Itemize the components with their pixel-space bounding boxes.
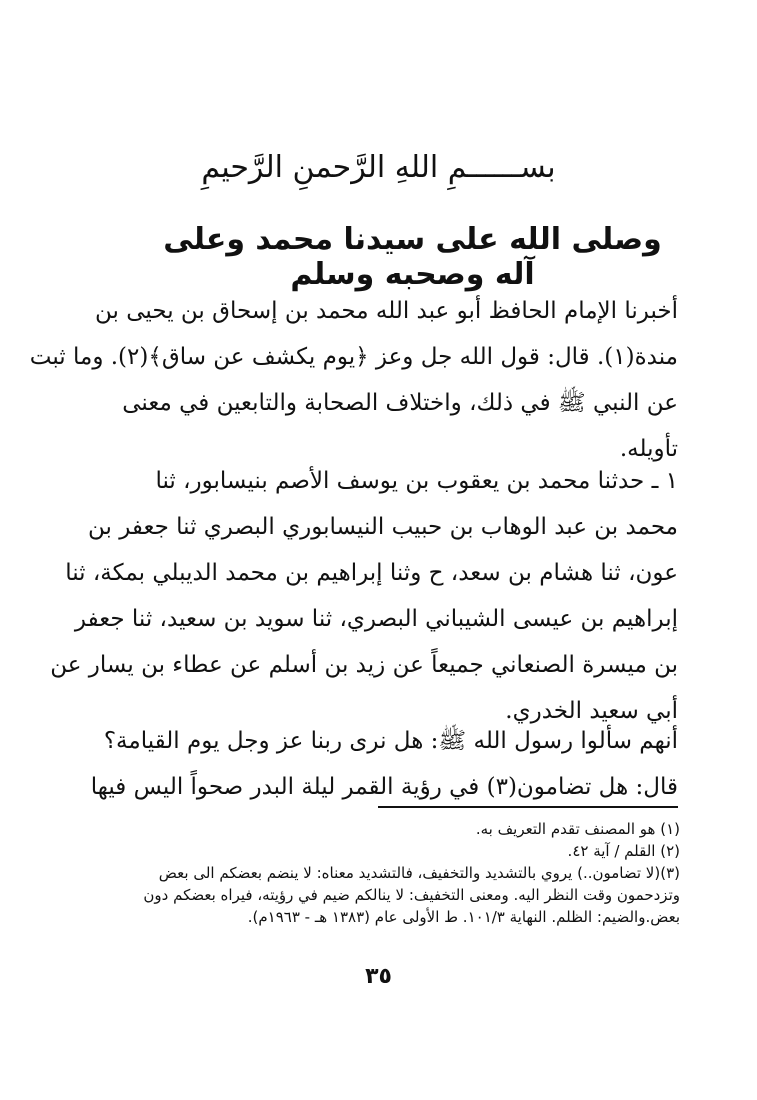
- text-line: بن ميسرة الصنعاني جميعاً عن زيد بن أسلم عن عطاء بن يسار عن: [50, 652, 678, 678]
- paragraph-intro: [29, 288, 678, 472]
- footnote-divider: [378, 806, 678, 808]
- text-line: عون، ثنا هشام بن سعد، ح وثنا إبراهيم بن محمد الديبلي بمكة، ثنا: [65, 560, 678, 586]
- text-line: مندة(١). قال: قول الله جل وعز ﴿يوم يكشف عن ساق﴾(٢). وما ثبت: [29, 344, 678, 370]
- footnote-line: (٢) القلم / آية ٤٢.: [567, 842, 680, 860]
- salutation-heading: وصلى الله على سيدنا محمد وعلى آله وصحبه وسلم: [163, 222, 662, 292]
- basmala-heading: بســــــمِ اللهِ الرَّحمنِ الرَّحيمِ: [201, 150, 556, 185]
- footnote-line: بعض.والضيم: الظلم. النهاية ١٠١/٣. ط الأولى عام (١٣٨٣ هـ - ١٩٦٣م).: [247, 908, 680, 926]
- page-number: ٣٥: [365, 964, 392, 989]
- text-line: أبي سعيد الخدري.: [505, 698, 678, 724]
- paragraph-hadith-text: [90, 718, 678, 810]
- paragraph-hadith-chain: [50, 458, 678, 734]
- text-line: تأويله.: [619, 436, 678, 462]
- text-line: ١ ـ حدثنا محمد بن يعقوب بن يوسف الأصم بنيسابور، ثنا: [155, 468, 678, 494]
- text-line: عن النبي ﷺ في ذلك، واختلاف الصحابة والتابعين في معنى: [122, 390, 678, 416]
- text-line: قال: هل تضامون(٣) في رؤية القمر ليلة البدر صحواً اليس فيها: [90, 774, 678, 800]
- text-line: إبراهيم بن عيسى الشيباني البصري، ثنا سويد بن سعيد، ثنا جعفر: [74, 606, 678, 632]
- footnote-line: وتزدحمون وقت النظر اليه. ومعنى التخفيف: لا ينالكم ضيم في رؤيته، فيراه بعضكم دون: [143, 886, 680, 904]
- text-line: محمد بن عبد الوهاب بن حبيب النيسابوري البصري ثنا جعفر بن: [87, 514, 678, 540]
- text-line: أخبرنا الإمام الحافظ أبو عبد الله محمد بن إسحاق بن يحيى بن: [95, 298, 678, 324]
- text-line: أنهم سألوا رسول الله ﷺ: هل نرى ربنا عز وجل يوم القيامة؟: [103, 728, 678, 754]
- footnote-line: (٣)(لا تضامون..) يروي بالتشديد والتخفيف، فالتشديد معناه: لا ينضم بعضكم الى بعض: [158, 864, 680, 882]
- footnote-line: (١) هو المصنف تقدم التعريف به.: [475, 820, 680, 838]
- footnotes: [143, 818, 680, 928]
